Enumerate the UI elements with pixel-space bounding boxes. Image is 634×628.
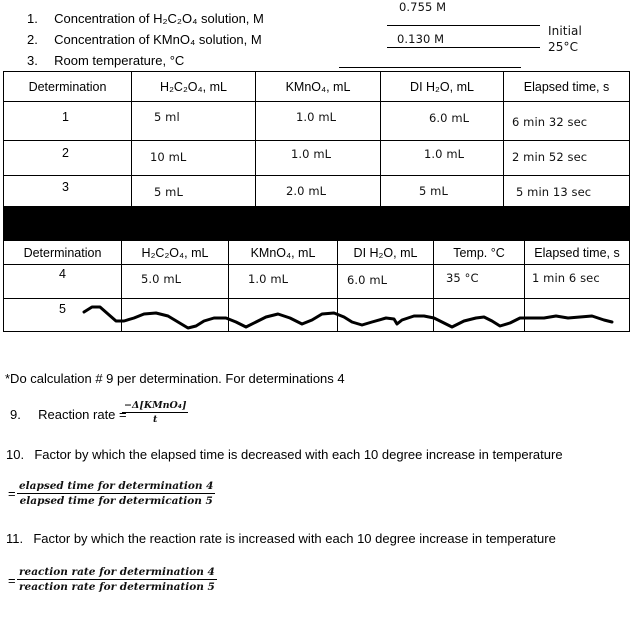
formula-numerator: −Δ[KMnO₄] — [124, 400, 187, 411]
question-11 — [6, 531, 556, 546]
cell-di-h2o[interactable]: 6.0 mL — [338, 265, 434, 299]
header-determination: Determination — [4, 241, 122, 265]
cell-elapsed-time[interactable]: 6 min 32 sec — [504, 102, 630, 141]
side-note-room-temp: 25°C — [548, 40, 579, 54]
cell-h2c2o4[interactable]: 5.0 mL — [122, 265, 229, 299]
table-row — [4, 102, 630, 141]
calculation-note: *Do calculation # 9 per determination. For determinations 4 — [5, 371, 345, 386]
answer-kmno4-concentration[interactable]: 0.130 M — [397, 32, 445, 46]
answer-h2c2o4-concentration[interactable]: 0.755 M — [399, 0, 447, 14]
question-number: 9. — [10, 407, 21, 422]
equals-sign: = — [8, 486, 16, 501]
question-9 — [10, 407, 127, 422]
cell-determination: 5 — [4, 299, 122, 332]
header-kmno4: KMnO₄, mL — [229, 241, 338, 265]
cell-determination: 3 — [4, 176, 132, 208]
header-h2c2o4: H₂C₂O₄, mL — [122, 241, 229, 265]
table-row — [4, 299, 630, 332]
cell-elapsed-time[interactable]: 2 min 52 sec — [504, 141, 630, 176]
cell-h2c2o4[interactable]: 10 mL — [132, 141, 256, 176]
cell-di-h2o[interactable]: 6.0 mL — [381, 102, 504, 141]
cell-kmno4[interactable]: 1.0 mL — [256, 141, 381, 176]
table-row — [4, 141, 630, 176]
question-1 — [27, 11, 264, 26]
question-label: Factor by which the reaction rate is increased with each 10 degree increase in temperature — [33, 531, 556, 546]
redaction-bar — [3, 206, 630, 241]
answer-line-1 — [387, 25, 540, 26]
question-label: Reaction rate = — [38, 407, 127, 422]
header-h2c2o4: H₂C₂O₄, mL — [132, 72, 256, 102]
question-10 — [6, 447, 563, 462]
question-label: Concentration of KMnO₄ solution, M — [54, 32, 262, 47]
cell-kmno4[interactable]: 1.0 mL — [229, 265, 338, 299]
cell-elapsed-time[interactable]: 5 min 13 sec — [504, 176, 630, 208]
question-number: 11. — [6, 531, 24, 546]
question-label: Factor by which the elapsed time is decreased with each 10 degree increase in temperature — [34, 447, 563, 462]
reaction-rate-formula — [122, 400, 188, 425]
cell-kmno4[interactable]: 1.0 mL — [256, 102, 381, 141]
cell-determination: 4 — [4, 265, 122, 299]
header-elapsed-time: Elapsed time, s — [504, 72, 630, 102]
formula-denominator: elapsed time for determication 5 — [19, 495, 213, 507]
header-determination: Determination — [4, 72, 132, 102]
question-number: 1. — [27, 11, 38, 26]
reaction-rate-factor-formula — [17, 566, 217, 593]
formula-denominator: t — [153, 414, 158, 425]
equals-sign: = — [8, 573, 16, 588]
header-di-h2o: DI H₂O, mL — [381, 72, 504, 102]
cell-h2c2o4[interactable] — [122, 299, 229, 332]
question-label: Concentration of H₂C₂O₄ solution, M — [54, 11, 264, 26]
answer-line-2 — [387, 47, 540, 48]
cell-determination: 2 — [4, 141, 132, 176]
header-temp: Temp. °C — [434, 241, 525, 265]
question-number: 3. — [27, 53, 38, 68]
formula-denominator: reaction rate for determination 5 — [19, 581, 215, 593]
formula-numerator: elapsed time for determination 4 — [19, 480, 214, 492]
cell-h2c2o4[interactable]: 5 mL — [132, 176, 256, 208]
cell-determination: 1 — [4, 102, 132, 141]
side-note-initial: Initial — [548, 24, 582, 38]
cell-elapsed-time[interactable]: 1 min 6 sec — [525, 265, 630, 299]
header-di-h2o: DI H₂O, mL — [338, 241, 434, 265]
question-2 — [27, 32, 262, 47]
header-elapsed-time: Elapsed time, s — [525, 241, 630, 265]
table-header-row — [4, 241, 630, 265]
cell-temp[interactable]: 35 °C — [434, 265, 525, 299]
cell-h2c2o4[interactable]: 5 ml — [132, 102, 256, 141]
cell-kmno4[interactable]: 2.0 mL — [256, 176, 381, 208]
cell-di-h2o[interactable]: 1.0 mL — [381, 141, 504, 176]
determinations-table-1 — [3, 71, 630, 208]
table-row — [4, 265, 630, 299]
formula-numerator: reaction rate for determination 4 — [19, 566, 215, 578]
elapsed-time-factor-formula — [17, 480, 215, 507]
cell-temp[interactable] — [434, 299, 525, 332]
table-header-row — [4, 72, 630, 102]
determinations-table-2 — [3, 240, 630, 332]
question-number: 10. — [6, 447, 25, 462]
cell-di-h2o[interactable] — [338, 299, 434, 332]
table-row — [4, 176, 630, 208]
cell-elapsed-time[interactable] — [525, 299, 630, 332]
question-number: 2. — [27, 32, 38, 47]
question-3 — [27, 53, 184, 68]
question-label: Room temperature, °C — [54, 53, 185, 68]
header-kmno4: KMnO₄, mL — [256, 72, 381, 102]
cell-di-h2o[interactable]: 5 mL — [381, 176, 504, 208]
cell-kmno4[interactable] — [229, 299, 338, 332]
answer-line-3[interactable] — [339, 67, 521, 68]
